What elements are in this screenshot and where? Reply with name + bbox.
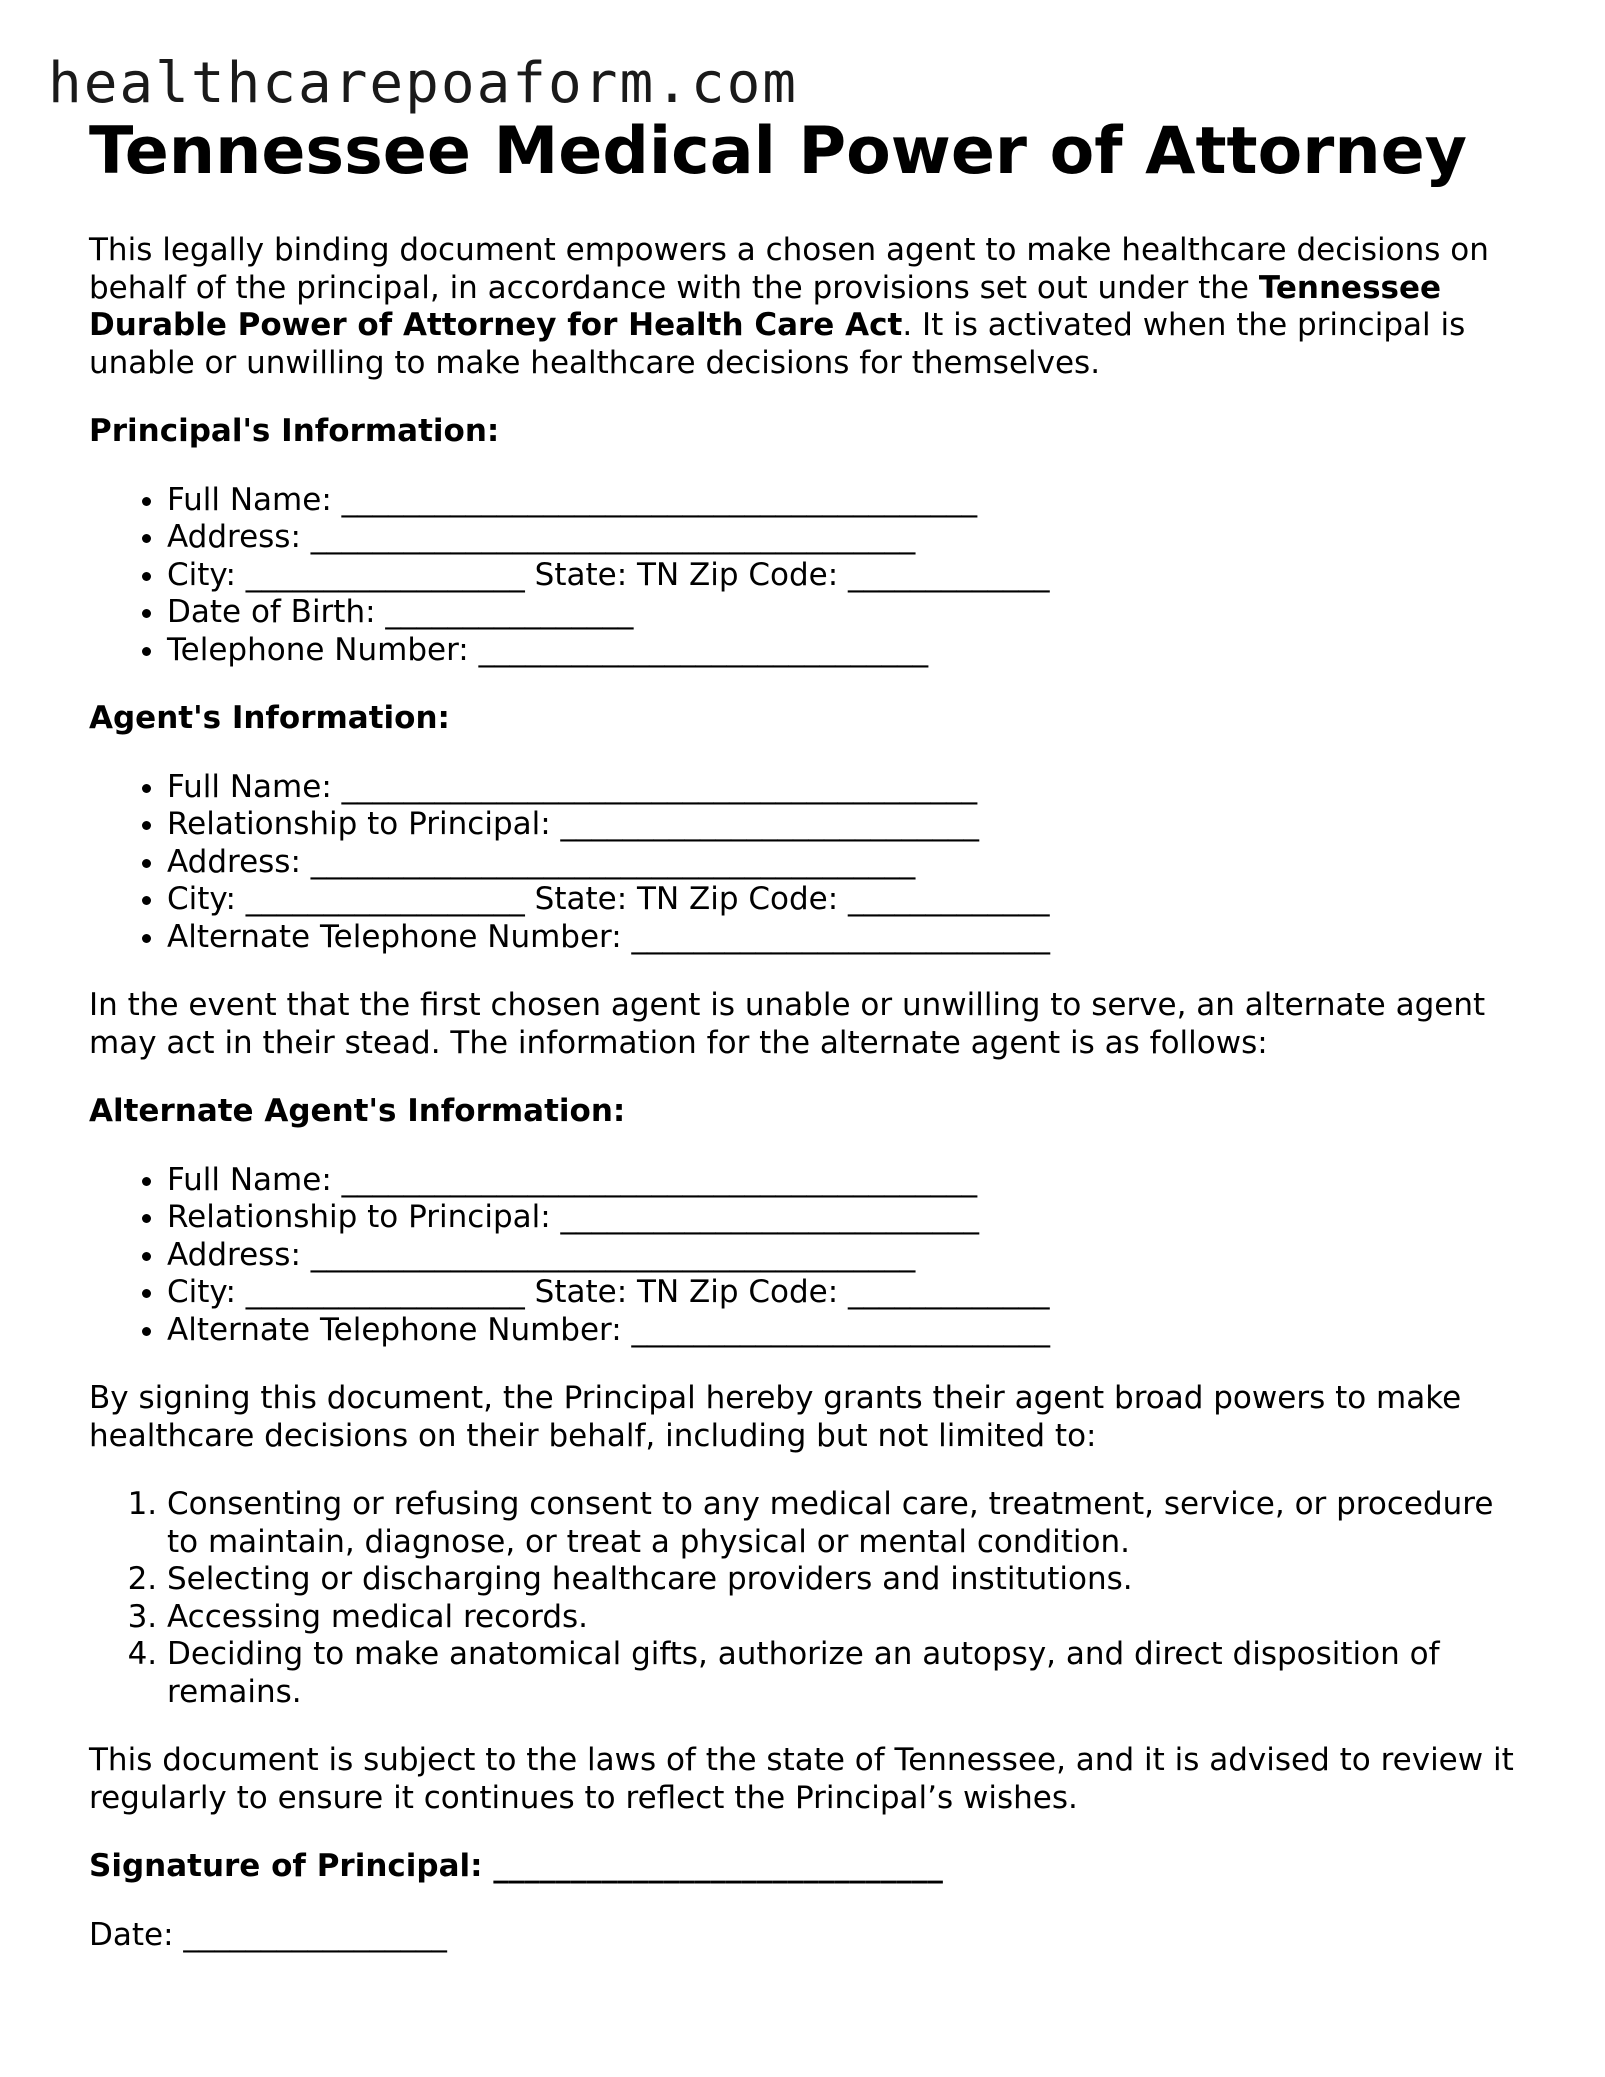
- principal-dob-field[interactable]: • Date of Birth: ________________: [167, 594, 1529, 632]
- intro-paragraph: [89, 232, 1529, 382]
- document: [89, 112, 1529, 1954]
- agent-address-field[interactable]: • Address: _______________________________________: [167, 844, 1529, 882]
- alternate-agent-full-name-field[interactable]: • Full Name: _________________________________________: [167, 1162, 1529, 1200]
- power-item: 3. Accessing medical records.: [167, 1599, 1529, 1637]
- intro-text-before: This legally binding document empowers a chosen agent to make healthcare decisions on behalf of the principal, in accordance with the provisions set out under the: [89, 232, 1489, 306]
- principal-telephone-field[interactable]: • Telephone Number: _____________________________: [167, 632, 1529, 670]
- alternate-agent-address-field[interactable]: • Address: _______________________________________: [167, 1237, 1529, 1275]
- page-title: Tennessee Medical Power of Attorney: [89, 114, 1468, 189]
- alternate-agent-telephone-field[interactable]: • Alternate Telephone Number: ___________________________: [167, 1312, 1529, 1350]
- principal-full-name-field[interactable]: • Full Name: _________________________________________: [167, 482, 1529, 520]
- principal-city-zip-field[interactable]: • City: __________________ State: TN Zip Code: _____________: [167, 557, 1529, 595]
- principal-info-heading: Principal's Information:: [89, 413, 500, 449]
- powers-list: [89, 1486, 1529, 1711]
- agent-relationship-field[interactable]: • Relationship to Principal: ___________________________: [167, 806, 1529, 844]
- power-item: 2. Selecting or discharging healthcare providers and institutions.: [167, 1561, 1529, 1599]
- agent-full-name-field[interactable]: • Full Name: _________________________________________: [167, 769, 1529, 807]
- alternate-agent-city-zip-field[interactable]: • City: __________________ State: TN Zip Code: _____________: [167, 1274, 1529, 1312]
- alternate-note: In the event that the first chosen agent is unable or unwilling to serve, an alternate agent may act in their stead. The information for the alternate agent is as follows:: [89, 987, 1486, 1061]
- power-item: 4. Deciding to make anatomical gifts, authorize an autopsy, and direct disposition of remains.: [167, 1636, 1529, 1711]
- agent-fields-list: [89, 769, 1529, 957]
- principal-fields-list: [89, 482, 1529, 670]
- intro-act-name: Tennessee Durable Power of Attorney for Health Care Act: [89, 269, 1442, 343]
- principal-signature-field[interactable]: Signature of Principal: _____________________________: [89, 1848, 943, 1884]
- closing-paragraph: This document is subject to the laws of the state of Tennessee, and it is advised to review it regularly to ensure it continues to reflect the Principal’s wishes.: [89, 1742, 1514, 1816]
- powers-intro: By signing this document, the Principal hereby grants their agent broad powers to make healthcare decisions on their behalf, including but not limited to:: [89, 1380, 1462, 1454]
- watermark: healthcarepoaform.com: [48, 51, 799, 116]
- date-field[interactable]: Date: _________________: [89, 1916, 447, 1953]
- alternate-agent-fields-list: [89, 1162, 1529, 1350]
- power-item: 1. Consenting or refusing consent to any medical care, treatment, service, or procedure to maintain, diagnose, or treat a physical or mental condition.: [167, 1486, 1529, 1561]
- agent-telephone-field[interactable]: • Alternate Telephone Number: ___________________________: [167, 919, 1529, 957]
- alternate-agent-relationship-field[interactable]: • Relationship to Principal: ___________________________: [167, 1199, 1529, 1237]
- agent-city-zip-field[interactable]: • City: __________________ State: TN Zip Code: _____________: [167, 881, 1529, 919]
- intro-text-after: . It is activated when the principal is unable or unwilling to make healthcare decisions for themselves.: [89, 307, 1466, 381]
- agent-info-heading: Agent's Information:: [89, 700, 450, 736]
- principal-address-field[interactable]: • Address: _______________________________________: [167, 519, 1529, 557]
- alternate-agent-info-heading: Alternate Agent's Information:: [89, 1093, 626, 1129]
